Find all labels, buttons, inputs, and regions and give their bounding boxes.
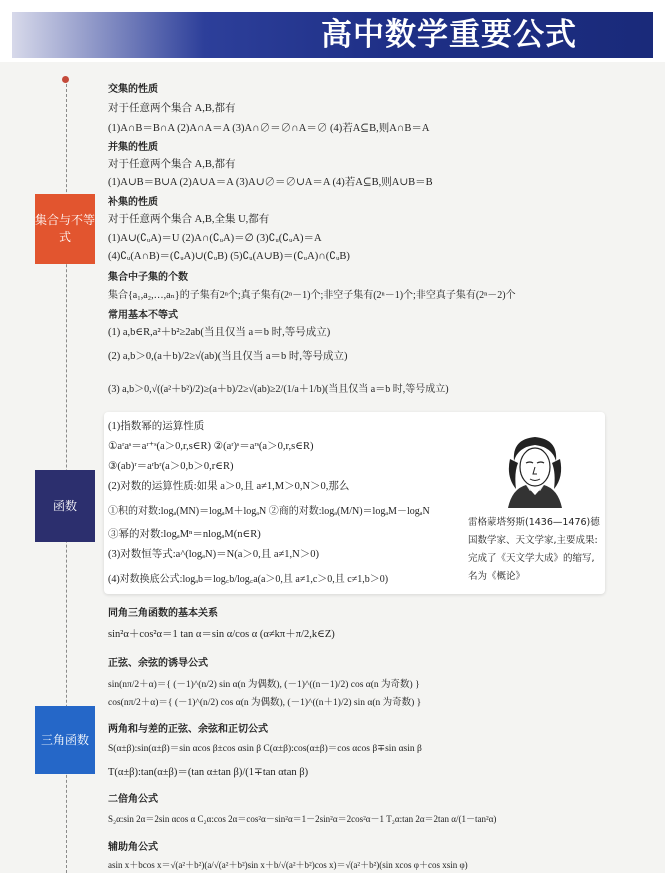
portrait-illustration (500, 433, 570, 508)
set-text-line: (1)A∪(∁ᵤA)＝U (2)A∩(∁ᵤA)＝∅ (3)∁ᵤ(∁ᵤA)＝A (108, 233, 322, 244)
function-line: (3)对数恒等式:a^(logₐN)＝N(a＞0,且 a≠1,N＞0) (108, 549, 319, 560)
sets-section (108, 80, 637, 410)
set-text-line: (4)∁ᵤ(A∩B)＝(∁ᵤA)∪(∁ᵤB) (5)∁ᵤ(A∪B)＝(∁ᵤA)∩(∁ᵤB) (108, 251, 350, 262)
trig-line: sin²α＋cos²α＝1 tan α＝sin α/cos α (α≠kπ＋π/2,k∈Z) (108, 629, 335, 640)
heading-double-angle: 二倍角公式 (108, 794, 158, 805)
heading-auxiliary-angle: 辅助角公式 (108, 842, 158, 853)
set-text-line: (1)A∪B＝B∪A (2)A∪A＝A (3)A∪∅＝∅∪A＝A (4)若A⊆B,则A∪B＝B (108, 177, 433, 188)
function-line: (1)指数幂的运算性质 (108, 421, 205, 432)
set-text-line: 集合{a₁,a₂,…,aₙ}的子集有2ⁿ个;真子集有(2ⁿ－1)个;非空子集有(2ⁿ－1)个;非空真子集有(2ⁿ－2)个 (108, 290, 516, 301)
inequality-line: (1) a,b∈R,a²＋b²≥2ab(当且仅当 a＝b 时,等号成立) (108, 327, 331, 338)
section-label-functions: 函数 (35, 470, 95, 542)
page-title: 高中数学重要公式 (321, 17, 577, 53)
section-label-trig: 三角函数 (35, 706, 95, 774)
heading-sum-difference: 两角和与差的正弦、余弦和正切公式 (108, 724, 268, 735)
trig-section (108, 604, 637, 873)
trig-line: asin x＋bcos x＝√(a²＋b²)(a/√(a²＋b²)sin x＋b/√(a²＋b²)cos x)＝√(a²＋b²)(sin xcos φ＋cos xsin φ) (108, 860, 468, 870)
heading-same-angle: 同角三角函数的基本关系 (108, 608, 218, 619)
function-line: (4)对数换底公式:logₐb＝log꜀b/log꜀a(a＞0,且 a≠1,c＞0,且 c≠1,b＞0) (108, 574, 389, 585)
timeline-start-dot (62, 76, 69, 83)
function-line: ①积的对数:logₐ(MN)＝logₐM＋logₐN ②商的对数:logₐ(M/N)＝logₐM－logₐN (108, 506, 430, 517)
trig-line: cos(nπ/2＋α)＝{ (－1)^(n/2) cos α(n 为偶数), (－1)^((n＋1)/2) sin α(n 为奇数) } (108, 698, 422, 708)
heading-inequalities: 常用基本不等式 (108, 310, 178, 321)
set-text-line: (1)A∩B＝B∩A (2)A∩A＝A (3)A∩∅＝∅∩A＝∅ (4)若A⊆B,则A∩B＝A (108, 123, 430, 134)
heading-intersection: 交集的性质 (108, 84, 158, 95)
portrait-caption: 雷格蒙塔努斯(1436—1476)德国数学家、天文学家,主要成果:完成了《天文学大成》的缩写,名为《概论》 (468, 517, 600, 582)
heading-complement: 补集的性质 (108, 197, 158, 208)
function-line: ①aʳaˢ＝aʳ⁺ˢ(a＞0,r,s∈R) ②(aʳ)ˢ＝aʳˢ(a＞0,r,s∈R) (108, 441, 314, 452)
trig-line: T(α±β):tan(α±β)＝(tan α±tan β)/(1∓tan αtan β) (108, 767, 309, 778)
trig-line: S₂α:sin 2α＝2sin αcos α C₂α:cos 2α＝cos²α－sin²α＝1－2sin²α＝2cos²α－1 T₂α:tan 2α＝2tan α/(1－tan²α) (108, 814, 497, 824)
section-label-sets: 集合与不等式 (35, 194, 95, 264)
trig-line: S(α±β):sin(α±β)＝sin αcos β±cos αsin β C(α±β):cos(α±β)＝cos αcos β∓sin αsin β (108, 744, 422, 754)
trig-line: sin(nπ/2＋α)＝{ (－1)^(n/2) sin α(n 为偶数), (－1)^((n－1)/2) cos α(n 为奇数) } (108, 680, 420, 690)
set-text-line: 对于任意两个集合 A,B,都有 (108, 159, 236, 170)
function-line: (2)对数的运算性质:如果 a＞0,且 a≠1,M＞0,N＞0,那么 (108, 481, 350, 492)
function-line: ③(ab)ʳ＝aʳbʳ(a＞0,b＞0,r∈R) (108, 461, 234, 472)
set-text-line: 对于任意两个集合 A,B,都有 (108, 103, 236, 114)
inequality-line: (2) a,b＞0,(a＋b)/2≥√(ab)(当且仅当 a＝b 时,等号成立) (108, 351, 348, 362)
function-line: ③幂的对数:logₐMⁿ＝nlogₐM(n∈R) (108, 529, 261, 540)
set-text-line: 对于任意两个集合 A,B,全集 U,都有 (108, 214, 270, 225)
heading-induction: 正弦、余弦的诱导公式 (108, 658, 208, 669)
heading-subset-count: 集合中子集的个数 (108, 272, 188, 283)
title-banner (0, 0, 665, 62)
heading-union: 并集的性质 (108, 142, 158, 153)
inequality-line: (3) a,b＞0,√((a²＋b²)/2)≥(a＋b)/2≥√(ab)≥2/(1/a＋1/b)(当且仅当 a＝b 时,等号成立) (108, 384, 449, 395)
